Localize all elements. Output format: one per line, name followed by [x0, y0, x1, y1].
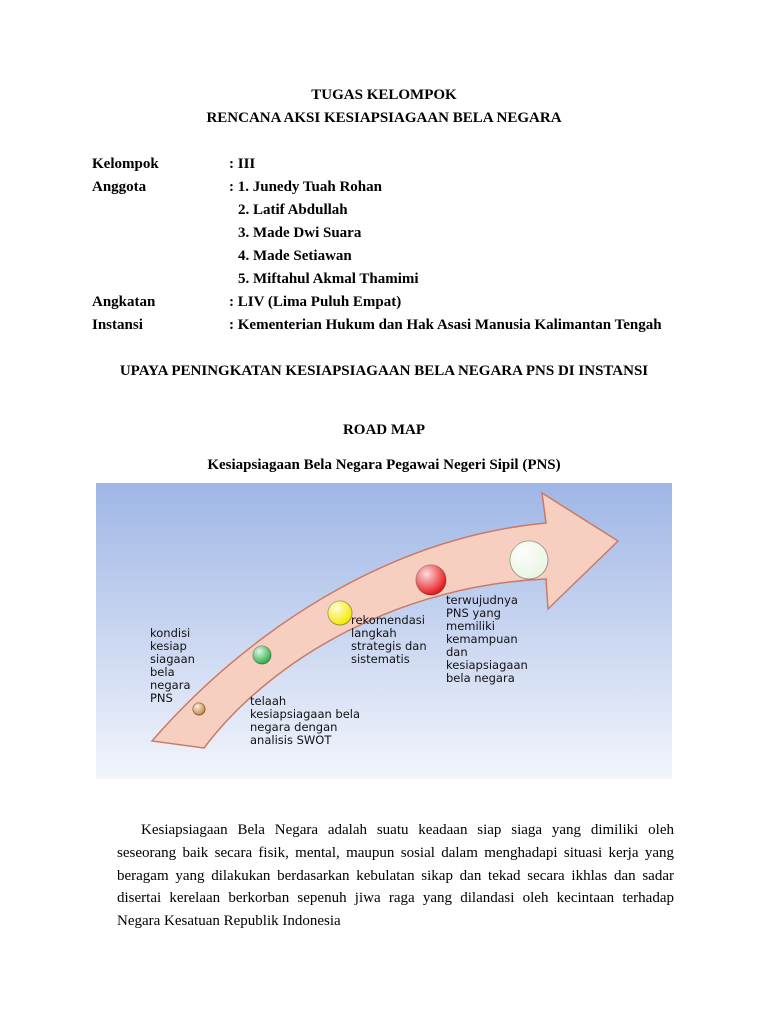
roadmap-diagram: [96, 483, 672, 779]
angkatan-value: : LIV (Lima Puluh Empat): [229, 294, 402, 310]
angkatan-label: Angkatan: [92, 294, 156, 310]
stage-label-5: terwujudnya PNS yang memiliki kemampuan dan kesiapsiagaan bela negara: [446, 593, 528, 685]
anggota-label: Anggota: [92, 179, 147, 195]
anggota-item: 2. Latif Abdullah: [238, 202, 348, 218]
anggota-item: 4. Made Setiawan: [238, 248, 352, 264]
dot-shine: [510, 541, 548, 579]
section-roadmap: ROAD MAP: [342, 422, 426, 438]
kelompok-label: Kelompok: [92, 156, 159, 172]
roadmap-subtitle: Kesiapsiagaan Bela Negara Pegawai Negeri Sipil (PNS): [207, 457, 561, 473]
anggota-first: : 1. Junedy Tuah Rohan: [229, 179, 382, 195]
dot-shine: [416, 565, 446, 595]
body-paragraph: [117, 819, 674, 933]
anggota-item: 5. Miftahul Akmal Thamimi: [238, 271, 419, 287]
instansi-value: : Kementerian Hukum dan Hak Asasi Manusia Kalimantan Tengah: [229, 317, 662, 333]
section-upaya: UPAYA PENINGKATAN KESIAPSIAGAAN BELA NEGARA PNS DI INSTANSI: [119, 363, 649, 379]
kelompok-value: : III: [229, 156, 256, 172]
title-tugas-kelompok: TUGAS KELOMPOK: [311, 87, 457, 103]
stage-label-3: rekomendasi langkah strategis dan sistematis: [351, 613, 427, 666]
title-rencana-aksi: RENCANA AKSI KESIAPSIAGAAN BELA NEGARA: [206, 110, 562, 126]
stage-label-2: telaah kesiapsiagaan bela negara dengan analisis SWOT: [250, 694, 361, 747]
dot-shine: [253, 646, 271, 664]
body-text: Kesiapsiagaan Bela Negara adalah suatu keadaan siap siaga yang dimiliki oleh seseorang baik secara fisik, mental, maupun sosial dalam menghadapi situasi kerja yang beragam yang dilakukan berdasarkan kebulatan sikap dan tekad secara ikhlas dan sadar disertai kerelaan berkorban sepenuh jiwa raga yang dilandasi oleh kecintaan terhadap Negara Kesatuan Republik Indonesia: [117, 822, 674, 930]
stage-label-1: kondisi kesiap siagaan bela negara PNS: [150, 626, 195, 705]
anggota-item: 3. Made Dwi Suara: [238, 225, 362, 241]
dot-shine: [328, 601, 352, 625]
instansi-label: Instansi: [92, 317, 143, 333]
